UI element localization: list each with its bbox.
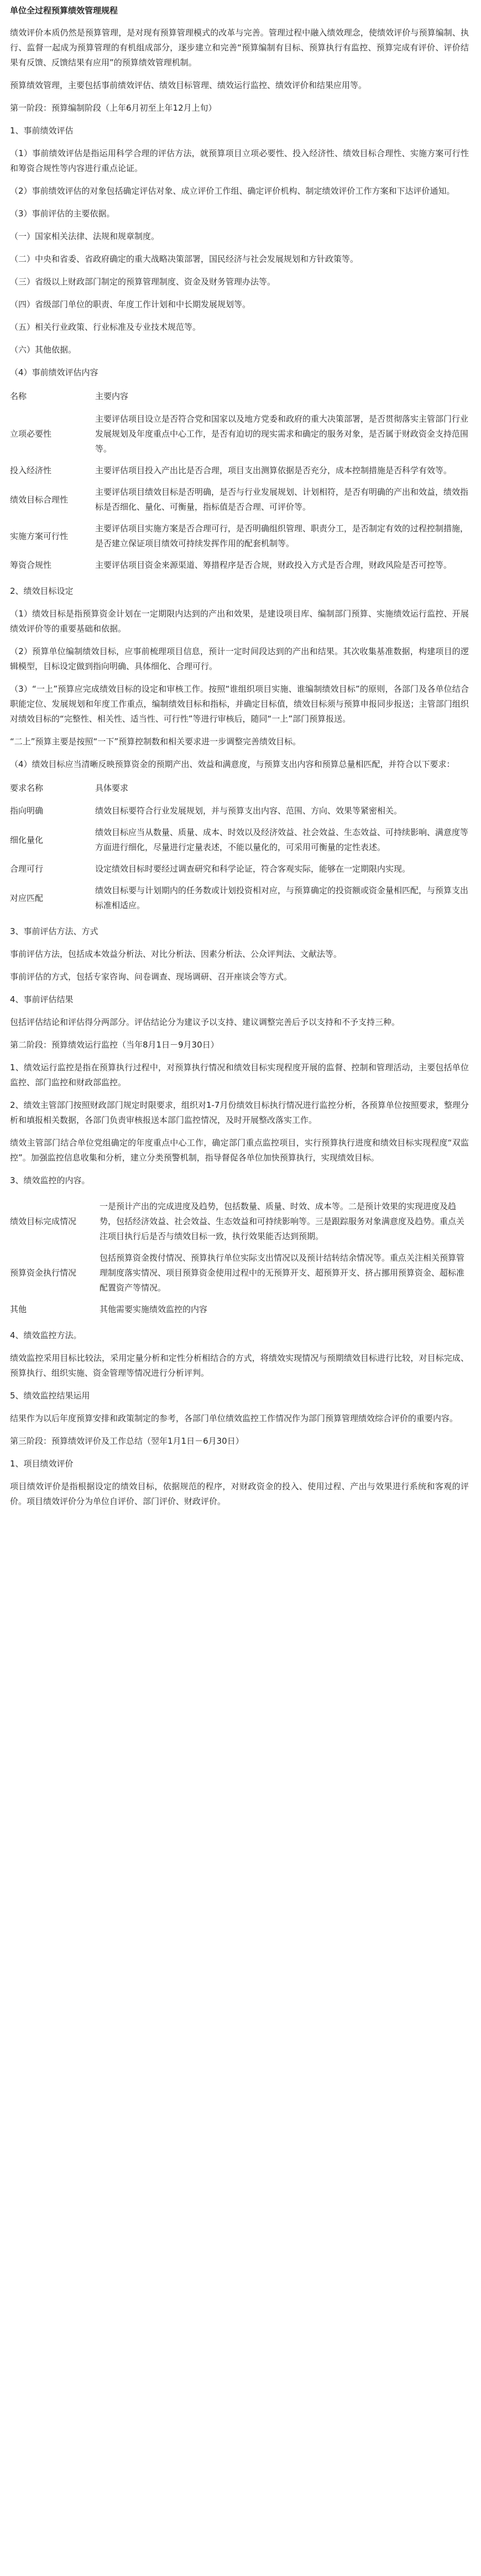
table-cell-content: 包括预算资金拨付情况、预算执行单位实际支出情况以及预计结转结余情况等。重点关注相关预算管理制度落实情况、项目预算资金使用过程中的无预算开支、超预算开支、挤占挪用预算资金、超标准配置资产等情况。 (100, 1253, 465, 1293)
document-title: 单位全过程预算绩效管理规程 (10, 6, 118, 15)
table-row (10, 822, 469, 858)
table-header-cell: 名称 (10, 391, 27, 401)
monitoring-content-table (10, 1196, 469, 1320)
table-cell-name: 绩效目标合理性 (10, 494, 69, 505)
paragraph: 绩效监控采用目标比较法，采用定量分析和定性分析相结合的方式，将绩效实现情况与预期绩效目标进行比较，对目标完成、预算执行、组织实施、资金管理等情况进行分析评判。 (10, 1353, 469, 1378)
phase1-heading: 第一阶段：预算编制阶段（上年6月初至上年12月上旬） (10, 103, 217, 113)
intro-paragraph-2: 预算绩效管理，主要包括事前绩效评估、绩效目标管理、绩效运行监控、绩效评价和结果应用等。 (10, 80, 367, 90)
table-cell-content: 一是预计产出的完成进度及趋势，包括数量、质量、时效、成本等。二是预计效果的实现进度及趋势，包括经济效益、社会效益、生态效益和可持续影响等。三是跟踪服务对象满意度及趋势。重点关注项目执行后是否与绩效目标一致，执行效果能否达到预期。 (100, 1201, 465, 1241)
table-row (10, 858, 469, 880)
table-cell-name: 对应匹配 (10, 893, 44, 903)
table-cell-content: 主要评估项目设立是否符合党和国家以及地方党委和政府的重大决策部署，是否贯彻落实主管部门行业发展规划及年度重点中心工作，是否有迫切的现实需求和确定的服务对象，是否属于财政资金支持范围等。 (95, 414, 469, 454)
table-row (10, 408, 469, 460)
paragraph: （4）绩效目标应当清晰反映预算资金的预期产出、效益和满意度，与预算支出内容和预算总量相匹配，并符合以下要求： (10, 759, 455, 769)
assessment-content-table (10, 388, 469, 576)
target-requirements-table (10, 780, 469, 916)
basis-item: （六）其他依据。 (10, 345, 77, 355)
table-row (10, 554, 469, 576)
table-row (10, 1247, 469, 1299)
intro-paragraph-1: 绩效评价本质仍然是预算管理，是对现有预算管理模式的改革与完善。管理过程中融入绩效理念，使绩效评价与预算编制、执行、监督一起成为预算管理的有机组成部分，逐步建立和完善“预算编制有目标、预算执行有监控、预算完成有评价、评价结果有反馈、反馈结果有应用”的预算绩效管理机制。 (10, 28, 469, 68)
table-row (10, 1196, 469, 1247)
paragraph: “二上”预算主要是按照“一下”预算控制数和相关要求进一步调整完善绩效目标。 (10, 737, 301, 747)
section-heading: 1、项目绩效评价 (10, 1459, 74, 1469)
paragraph: 项目绩效评价是指根据设定的绩效目标，依据规范的程序，对财政资金的投入、使用过程、产出与效果进行系统和客观的评价。项目绩效评价分为单位自评价、部门评价、财政评价。 (10, 1481, 469, 1506)
table-cell-content: 主要评估项目资金来源渠道、筹措程序是否合规，财政投入方式是否合理，财政风险是否可控等。 (95, 560, 452, 570)
paragraph: 事前评估方法，包括成本效益分析法、对比分析法、因素分析法、公众评判法、文献法等。 (10, 949, 342, 959)
table-header-cell: 主要内容 (95, 391, 129, 401)
section-heading: 3、事前评估方法、方式 (10, 926, 98, 936)
paragraph: （2）事前绩效评估的对象包括确定评估对象、成立评价工作组、确定评价机构、制定绩效评价工作方案和下达评价通知。 (10, 186, 455, 196)
paragraph: （3）“一上”预算应完成绩效目标的设定和审核工作。按照“谁组织项目实施、谁编制绩效目标”的原则，各部门及各单位结合职能定位、发展规划和年度工作重点，编制绩效目标和指标，并确定目标值，绩效目标须与预算申报同步报送；主管部门组织对绩效目标的“完整性、相关性、适当性、可行性”等进行审核后，随同“一上”部门预算报送。 (10, 684, 469, 724)
basis-item: （五）相关行业政策、行业标准及专业技术规范等。 (10, 322, 201, 332)
basis-item: （二）中央和省委、省政府确定的重大战略决策部署，国民经济与社会发展规划和方针政策等。 (10, 254, 359, 264)
phase2-heading: 第二阶段：预算绩效运行监控（当年8月1日－9月30日） (10, 1040, 219, 1050)
table-row (10, 1299, 469, 1320)
table-header-row (10, 388, 469, 408)
table-cell-name: 投入经济性 (10, 465, 52, 475)
table-header-row (10, 780, 469, 800)
table-row (10, 800, 469, 822)
table-cell-name: 细化量化 (10, 835, 44, 845)
table-cell-content: 其他需要实施绩效监控的内容 (100, 1304, 208, 1314)
paragraph: （2）预算单位编制绩效目标，应事前梳理项目信息，预计一定时间段达到的产出和结果。其次收集基准数据，构建项目的逻辑模型，目标设定做到指向明确、具体细化、合理可行。 (10, 646, 469, 671)
paragraph: 结果作为以后年度预算安排和政策制定的参考，各部门单位绩效监控工作情况作为部门预算管理绩效综合评价的重要内容。 (10, 1413, 458, 1423)
section-heading: 3、绩效监控的内容。 (10, 1175, 90, 1185)
table-row (10, 460, 469, 481)
table-cell-name: 筹资合规性 (10, 560, 52, 570)
section-heading: 2、绩效目标设定 (10, 586, 74, 596)
table-cell-name: 绩效目标完成情况 (10, 1216, 77, 1226)
table-cell-content: 主要评估项目投入产出比是否合理，项目支出测算依据是否充分，成本控制措施是否科学有效等。 (95, 465, 452, 475)
paragraph: （1）事前绩效评估是指运用科学合理的评估方法，就预算项目立项必要性、投入经济性、绩效目标合理性、实施方案可行性和筹资合规性等内容进行重点论证。 (10, 148, 469, 173)
table-cell-name: 预算资金执行情况 (10, 1268, 77, 1278)
paragraph: 1、绩效运行监控是指在预算执行过程中，对预算执行情况和绩效目标实现程度开展的监督、控制和管理活动，主要包括单位监控、部门监控和财政部监控。 (10, 1062, 469, 1087)
table-cell-content: 绩效目标应当从数量、质量、成本、时效以及经济效益、社会效益、生态效益、可持续影响、满意度等方面进行细化，尽量进行定量表述，不能以量化的，可采用可衡量的定性表述。 (95, 827, 469, 852)
table-cell-content: 设定绩效目标时要经过调查研究和科学论证，符合客观实际，能够在一定期限内实现。 (95, 864, 411, 874)
table-row (10, 518, 469, 554)
table-header-cell: 要求名称 (10, 783, 44, 793)
basis-item: （四）省级部门单位的职责、年度工作计划和中长期发展规划等。 (10, 299, 251, 309)
table-cell-content: 主要评估项目实施方案是否合理可行，是否明确组织管理、职责分工，是否制定有效的过程控制措施，是否建立保证项目绩效可持续发挥作用的配套机制等。 (95, 524, 469, 548)
paragraph: （4）事前绩效评估内容 (10, 367, 98, 377)
paragraph: 包括评估结论和评估得分两部分。评估结论分为建议予以支持、建议调整完善后予以支持和不予支持三种。 (10, 1017, 400, 1027)
table-cell-content: 绩效目标要符合行业发展规划，并与预算支出内容、范围、方向、效果等紧密相关。 (95, 806, 402, 816)
paragraph: 绩效主管部门结合单位党组确定的年度重点中心工作，确定部门重点监控项目，实行预算执行进度和绩效目标实现程度“双监控”。加强监控信息收集和分析，建立分类预警机制，指导督促各单位加快预算执行，实现绩效目标。 (10, 1138, 469, 1163)
paragraph: （3）事前评估的主要依据。 (10, 209, 115, 219)
section-heading: 4、事前评估结果 (10, 994, 74, 1004)
table-header-cell: 具体要求 (95, 783, 129, 793)
table-row (10, 880, 469, 916)
basis-item: （一）国家相关法律、法规和规章制度。 (10, 231, 160, 241)
phase3-heading: 第三阶段：预算绩效评价及工作总结（翌年1月1日－6月30日） (10, 1436, 244, 1446)
paragraph: 事前评估的方式，包括专家咨询、问卷调查、现场调研、召开座谈会等方式。 (10, 972, 292, 982)
table-cell-name: 立项必要性 (10, 429, 52, 439)
table-cell-content: 绩效目标要与计划期内的任务数或计划投资相对应，与预算确定的投资额或资金量相匹配，与预算支出标准相适应。 (95, 885, 469, 910)
table-cell-name: 指向明确 (10, 806, 44, 816)
table-cell-name: 实施方案可行性 (10, 531, 69, 541)
basis-item: （三）省级以上财政部门制定的预算管理制度、资金及财务管理办法等。 (10, 277, 276, 287)
table-cell-content: 主要评估项目绩效目标是否明确，是否与行业发展规划、计划相符，是否有明确的产出和效益，绩效指标是否细化、量化、可衡量，指标值是否合理、可评价等。 (95, 487, 469, 512)
section-heading: 4、绩效监控方法。 (10, 1330, 82, 1340)
section-heading: 5、绩效监控结果运用 (10, 1391, 90, 1401)
table-cell-name: 其他 (10, 1304, 27, 1314)
paragraph: （1）绩效目标是指预算资金计划在一定期限内达到的产出和效果，是建设项目库、编制部门预算、实施绩效运行监控、开展绩效评价等的重要基础和依据。 (10, 609, 469, 634)
paragraph: 2、绩效主管部门按照财政部门规定时限要求，组织对1-7月份绩效目标执行情况进行监控分析，各预算单位按照要求，整理分析和填报相关数据，各部门负责审核报送本部门监控情况，及时开展整改落实工作。 (10, 1100, 469, 1125)
section-heading: 1、事前绩效评估 (10, 126, 74, 136)
table-cell-name: 合理可行 (10, 864, 44, 874)
table-row (10, 481, 469, 518)
